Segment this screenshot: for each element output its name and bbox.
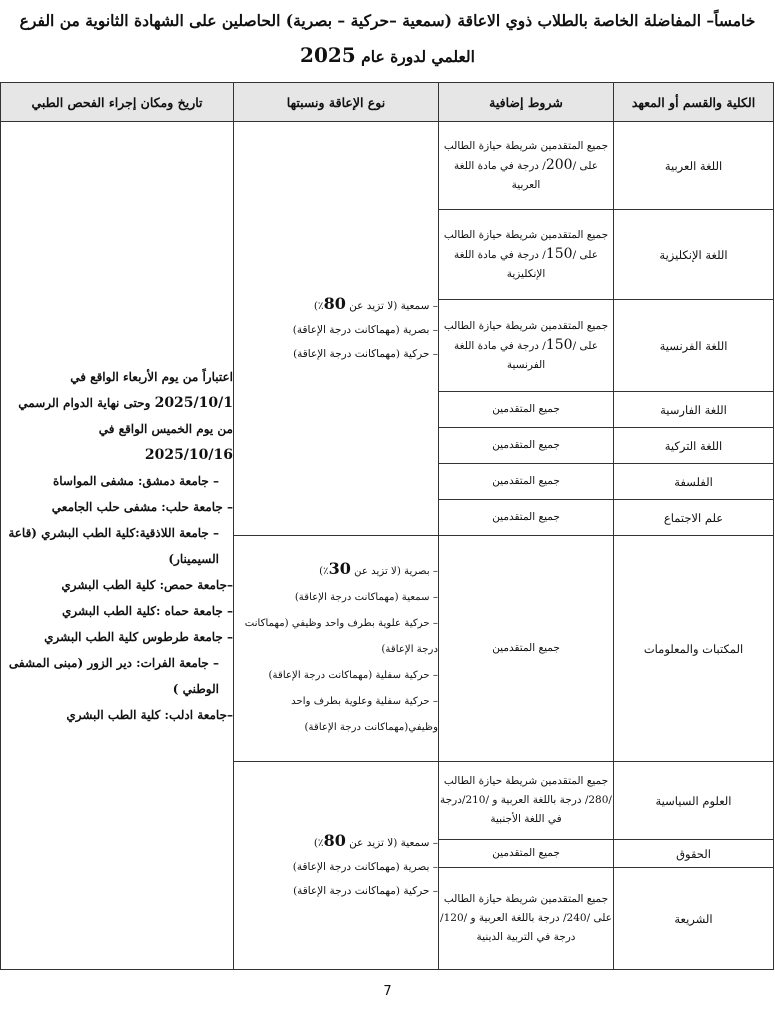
condition-text: / درجة في مادة اللغة العربية	[454, 159, 546, 191]
condition-cell: جميع المتقدمين شريطة حيازة الطالب على /240/ درجة باللغة العربية و /120/درجة في التربية الدينية	[439, 868, 614, 970]
exam-end-date: 2025/10/16	[144, 446, 233, 463]
title-line-1: خامساً– المفاضلة الخاصة بالطلاب ذوي الاعاقة (سمعية –حركية – بصرية) الحاصلين على الشهادة الثانوية من الفرع	[19, 11, 756, 30]
disability-item: – حركية سفلية (مهماكانت درجة الإعاقة)	[268, 670, 438, 681]
table-header-row	[1, 83, 774, 122]
disability-cell-group-1	[234, 122, 439, 536]
disability-item: – سمعية (مهماكانت درجة الإعاقة)	[294, 592, 438, 603]
condition-cell: جميع المتقدمين	[439, 428, 614, 464]
condition-text: / درجة في مادة اللغة الفرنسية	[454, 339, 546, 371]
faculty-cell: الفلسفة	[614, 464, 774, 500]
page-number: 7	[383, 984, 392, 999]
disability-percent: 80	[323, 830, 346, 850]
page-title	[10, 4, 765, 74]
condition-score: 200	[545, 156, 573, 173]
disability-item: – حركية علوية بطرف واحد وظيفي (مهماكانت درجة الإعاقة)	[244, 618, 438, 655]
faculty-cell: الحقوق	[614, 840, 774, 868]
disability-item: – حركية (مهماكانت درجة الإعاقة)	[293, 347, 438, 360]
exam-location: –جامعة حمص: كلية الطب البشري	[61, 577, 233, 592]
exam-location: – جامعة اللاذقية:كلية الطب البشري (قاعة السيمينار)	[8, 525, 219, 566]
condition-cell: جميع المتقدمين	[439, 536, 614, 762]
title-line-2-text: العلمي لدورة عام	[361, 47, 475, 66]
condition-cell: جميع المتقدمين شريطة حيازة الطالب /280/ درجة باللغة العربية و /210/درجة في اللغة الأجنبية	[439, 762, 614, 840]
disability-item: – حركية سفلية وعلوية بطرف واحد وظيفي(مهماكانت درجة الإعاقة)	[291, 696, 438, 733]
disability-item: – بصرية (مهماكانت درجة الإعاقة)	[292, 860, 438, 873]
exam-cell	[1, 122, 234, 970]
disability-item: – حركية (مهماكانت درجة الإعاقة)	[293, 884, 438, 897]
faculty-cell: اللغة الإنكليزية	[614, 210, 774, 300]
header-disability: نوع الإعاقة ونسبتها	[234, 83, 439, 122]
disability-item: – بصرية (لا تزيد عن 30٪)	[319, 559, 438, 578]
condition-text: جميع المتقدمين شريطة حيازة الطالب على /	[443, 319, 609, 352]
disability-item: – سمعية (لا تزيد عن 80٪)	[313, 293, 438, 313]
condition-cell	[439, 122, 614, 210]
faculty-cell: المكتبات والمعلومات	[614, 536, 774, 762]
exam-location: –جامعة ادلب: كلية الطب البشري	[66, 707, 233, 722]
header-faculty: الكلية والقسم أو المعهد	[614, 83, 774, 122]
faculty-cell: اللغة التركية	[614, 428, 774, 464]
exam-location: – جامعة طرطوس كلية الطب البشري	[44, 629, 233, 644]
condition-score: 150	[545, 245, 573, 262]
exam-start-date: 2025/10/1	[154, 394, 233, 411]
disability-percent: 30	[328, 559, 351, 578]
condition-cell: جميع المتقدمين	[439, 464, 614, 500]
faculty-cell: اللغة العربية	[614, 122, 774, 210]
condition-cell	[439, 300, 614, 392]
exam-location: – جامعة دمشق: مشفى المواساة	[52, 473, 219, 488]
condition-score: 150	[545, 336, 573, 353]
faculty-cell: العلوم السياسية	[614, 762, 774, 840]
faculty-cell: اللغة الفرنسية	[614, 300, 774, 392]
faculty-cell: علم الاجتماع	[614, 500, 774, 536]
title-year: 2025	[300, 43, 356, 67]
header-exam: تاريخ ومكان إجراء الفحص الطبي	[1, 83, 234, 122]
header-conditions: شروط إضافية	[439, 83, 614, 122]
condition-text: جميع المتقدمين شريطة حيازة الطالب على /	[443, 139, 609, 172]
title-line-2	[10, 38, 765, 74]
disability-item: – سمعية (لا تزيد عن 80٪)	[313, 830, 438, 850]
faculty-cell: اللغة الفارسية	[614, 392, 774, 428]
exam-start-line: اعتباراً من يوم الأربعاء الواقع في	[70, 369, 233, 384]
disability-cell-group-2	[234, 536, 439, 762]
exam-location: – جامعة الفرات: دير الزور (مبنى المشفى الوطني )	[8, 655, 219, 696]
table-row	[1, 122, 774, 210]
disability-cell-group-3	[234, 762, 439, 970]
condition-cell: جميع المتقدمين	[439, 500, 614, 536]
faculty-cell: الشريعة	[614, 868, 774, 970]
condition-text: / درجة في مادة اللغة الإنكليزية	[454, 248, 546, 280]
condition-cell: جميع المتقدمين	[439, 840, 614, 868]
admission-table	[0, 82, 774, 970]
condition-cell: جميع المتقدمين	[439, 392, 614, 428]
condition-cell	[439, 210, 614, 300]
disability-item: – بصرية (مهماكانت درجة الإعاقة)	[292, 323, 438, 336]
disability-percent: 80	[323, 293, 346, 313]
exam-location: – جامعة حماه :كلية الطب البشري	[61, 603, 233, 618]
exam-dates: 2025/10/1 وحتى نهاية الدوام الرسمي من يوم الخميس الواقع في	[18, 394, 233, 436]
exam-location: – جامعة حلب: مشفى حلب الجامعي	[51, 499, 233, 514]
condition-text: جميع المتقدمين شريطة حيازة الطالب على /	[443, 228, 609, 261]
